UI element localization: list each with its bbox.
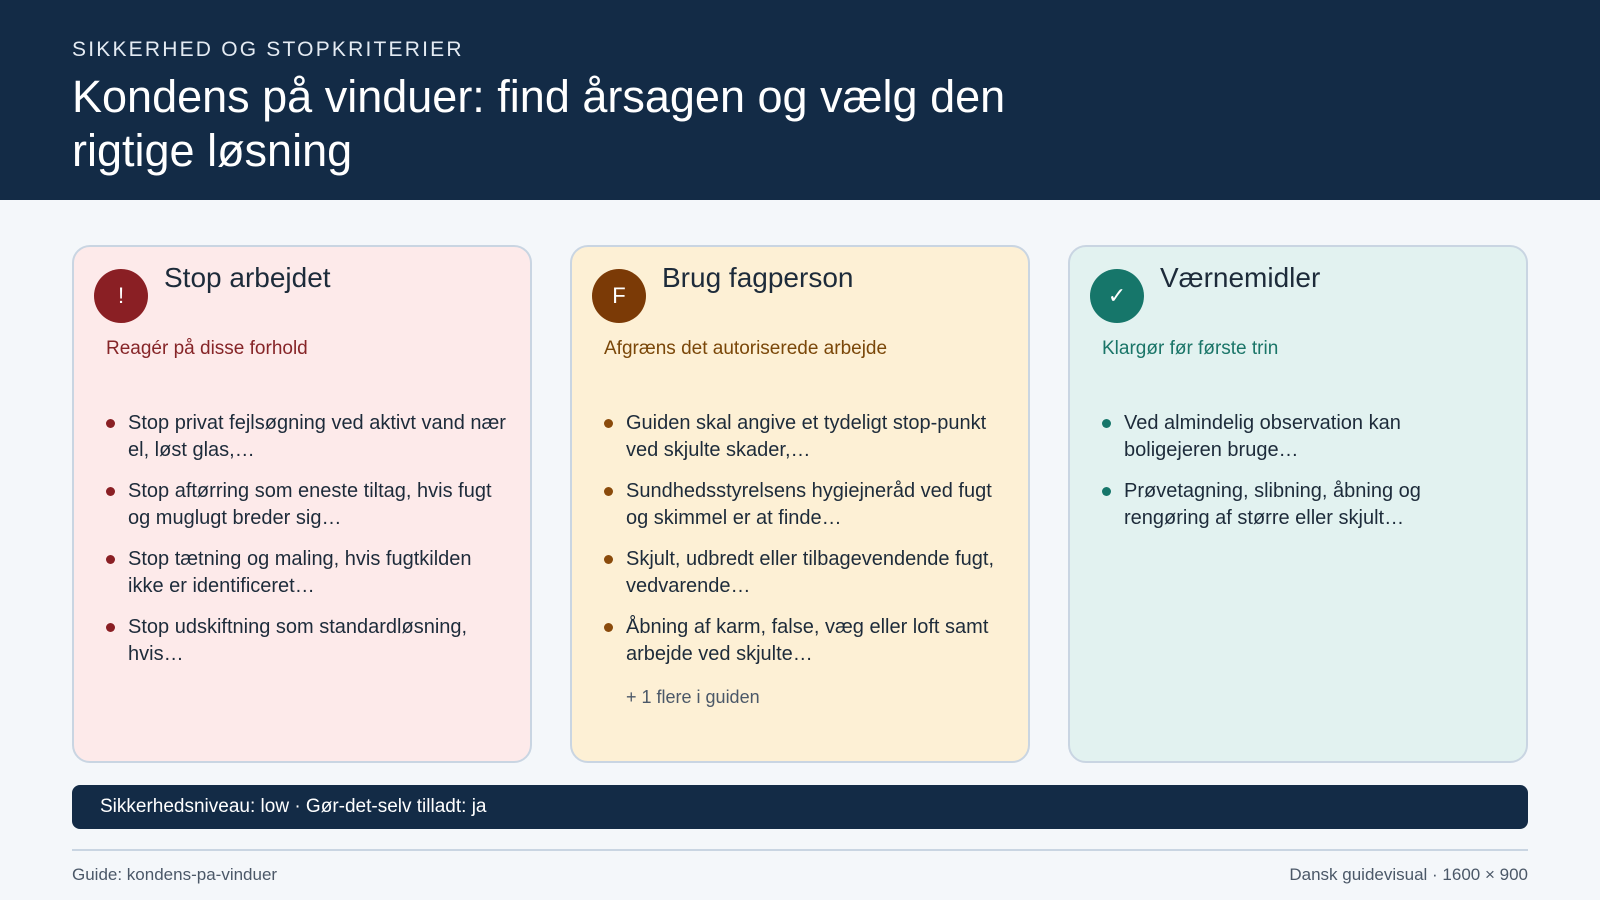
card-list [1102,410,1502,546]
footer-guide-label: Guide: kondens-pa-vinduer [72,865,278,884]
letter-f-icon: F [592,269,646,323]
list-item-text: Ved almindelig observation kan boligejeren bruge… [1124,412,1401,461]
card-protective-gear [1068,245,1528,763]
list-item [106,546,506,600]
status-bar [72,785,1528,829]
card-stop-work [72,245,532,763]
card-subtitle: Reagér på disse forhold [106,338,308,359]
bullet-icon [604,623,613,632]
bullet-icon [106,555,115,564]
list-item-text: Skjult, udbredt eller tilbagevendende fugt, vedvarende… [626,548,995,597]
list-item-text: Stop tætning og maling, hvis fugtkilden ikke er identificeret… [128,548,472,597]
card-list [604,410,1004,682]
list-item-text: Stop udskiftning som standardløsning, hvis… [128,616,468,665]
list-item-text: Stop aftørring som eneste tiltag, hvis fugt og muglugt breder sig… [128,480,492,529]
list-item [106,478,506,532]
bullet-icon [106,487,115,496]
bullet-icon [604,555,613,564]
bullet-icon [106,623,115,632]
status-text: Sikkerhedsniveau: low · Gør-det-selv tilladt: ja [100,796,487,817]
bullet-icon [1102,487,1111,496]
bullet-icon [1102,419,1111,428]
list-item [1102,410,1502,464]
bullet-icon [604,419,613,428]
list-item [1102,478,1502,532]
card-list [106,410,506,682]
divider [72,849,1528,851]
list-item-text: Prøvetagning, slibning, åbning og rengøring af større eller skjult… [1124,480,1421,529]
footer-credit: Dansk guidevisual · 1600 × 900 [1289,865,1528,884]
list-item-text: Stop privat fejlsøgning ved aktivt vand nær el, løst glas,… [128,412,506,461]
list-item [604,410,1004,464]
list-item-text: Åbning af karm, false, væg eller loft samt arbejde ved skjulte… [626,616,989,665]
card-title: Stop arbejdet [164,262,331,293]
checkmark-icon: ✓ [1090,269,1144,323]
card-professional [570,245,1030,763]
bullet-icon [106,419,115,428]
eyebrow: SIKKERHED OG STOPKRITERIER [72,38,464,61]
header [0,0,1600,200]
card-title: Værnemidler [1160,262,1321,293]
card-title: Brug fagperson [662,262,854,293]
card-subtitle: Klargør før første trin [1102,338,1279,359]
list-item-text: Guiden skal angive et tydeligt stop-punkt ved skjulte skader,… [626,412,987,461]
more-items-link: + 1 flere i guiden [626,687,760,707]
alert-icon: ! [94,269,148,323]
card-subtitle: Afgræns det autoriserede arbejde [604,338,888,359]
list-item [604,546,1004,600]
list-item-text: Sundhedsstyrelsens hygiejneråd ved fugt og skimmel er at finde… [626,480,992,529]
page-title: Kondens på vinduer: find årsagen og vælg den rigtige løsning [72,71,1006,176]
bullet-icon [604,487,613,496]
list-item [106,614,506,668]
list-item [106,410,506,464]
list-item [604,614,1004,668]
list-item [604,478,1004,532]
